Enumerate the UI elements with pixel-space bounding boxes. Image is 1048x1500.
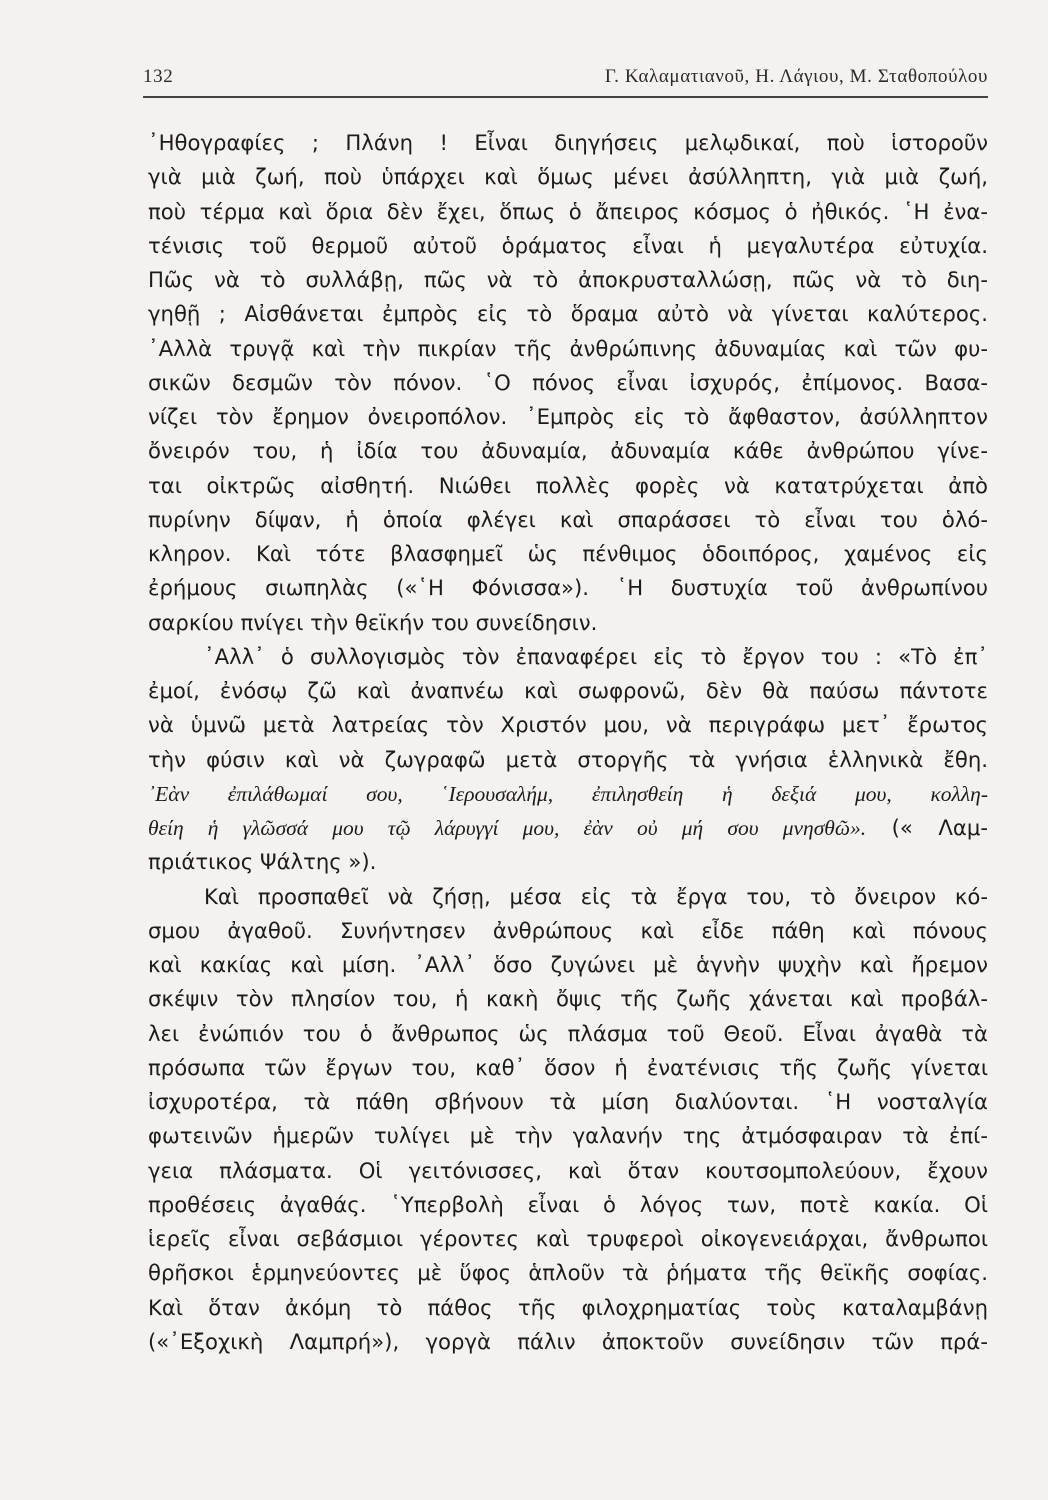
page-number: 132: [143, 66, 174, 87]
text-line: ται οἰκτρῶς αἰσθητή. Νιώθει πολλὲς φορὲς νὰ κατατρύχεται ἀπὸ: [148, 472, 988, 498]
text-line: κληρον. Καὶ τότε βλασφημεῖ ὡς πένθιμος ὁδοιπόρος, χαμένος εἰς: [148, 541, 988, 566]
text-line: πριάτικος Ψάλτης »).: [148, 849, 377, 875]
text-line: ὄνειρόν του, ἡ ἰδία του ἀδυναμία, ἀδυναμία κάθε ἀνθρώπου γίνε-: [148, 438, 988, 464]
text-line: γεια πλάσματα. Οἱ γειτόνισσες, καὶ ὅταν κουτσομπολεύουν, ἔχουν: [148, 1157, 988, 1183]
text-line: ποὺ τέρμα καὶ ὅρια δὲν ἔχει, ὅπως ὁ ἄπειρος κόσμος ὁ ἠθικός. ῾Η ἐνα-: [148, 198, 988, 224]
text-line: προθέσεις ἀγαθάς. ῾Υπερβολὴ εἶναι ὁ λόγος των, ποτὲ κακία. Οἱ: [148, 1191, 988, 1217]
text-line: («᾿Εξοχικὴ Λαμπρή»), γοργὰ πάλιν ἀποκτοῦν συνείδησιν τῶν πρά-: [148, 1328, 988, 1354]
text-line: θρῆσκοι ἑρμηνεύοντες μὲ ὕφος ἁπλοῦν τὰ ῥήματα τῆς θεϊκῆς σοφίας.: [148, 1260, 988, 1286]
text-line: ᾿Ηθογραφίες ; Πλάνη ! Εἶναι διηγήσεις μελῳδικαί, ποὺ ἱστοροῦν: [148, 130, 988, 155]
text-line: τένισις τοῦ θερμοῦ αὐτοῦ ὁράματος εἶναι ἡ μεγαλυτέρα εὐτυχία.: [148, 232, 988, 258]
text-fragment: (« Λαμ-: [866, 815, 988, 840]
text-line: σκέψιν τὸν πλησίον του, ἡ κακὴ ὄψις τῆς ζωῆς χάνεται καὶ προβάλ-: [148, 986, 988, 1012]
text-line: πυρίνην δίψαν, ἡ ὁποία φλέγει καὶ σπαράσσει τὸ εἶναι του ὁλό-: [148, 506, 988, 532]
text-line: Καὶ ὅταν ἀκόμη τὸ πάθος τῆς φιλοχρηματίας τοὺς καταλαμβάνῃ: [148, 1294, 988, 1320]
text-line: ἱερεῖς εἶναι σεβάσμιοι γέροντες καὶ τρυφεροὶ οἰκογενειάρχαι, ἄνθρωποι: [148, 1226, 988, 1251]
text-line: νὰ ὑμνῶ μετὰ λατρείας τὸν Χριστόν μου, νὰ περιγράφω μετ᾿ ἔρωτος: [148, 712, 988, 738]
mixed-line: [148, 811, 988, 845]
text-line: σικῶν δεσμῶν τὸν πόνον. ῾Ο πόνος εἶναι ἰσχυρός, ἐπίμονος. Βασα-: [148, 369, 988, 395]
text-line: σαρκίου πνίγει τὴν θεϊκήν του συνείδησιν.: [148, 609, 598, 635]
text-line: ᾿Αλλὰ τρυγᾷ καὶ τὴν πικρίαν τῆς ἀνθρώπινης ἀδυναμίας καὶ τῶν φυ-: [148, 335, 988, 361]
body-text: [148, 126, 988, 1359]
text-line: νίζει τὸν ἔρημον ὀνειροπόλον. ᾿Εμπρὸς εἰς τὸ ἄφθαστον, ἀσύλληπτον: [148, 404, 988, 429]
text-line: γηθῇ ; Αἰσθάνεται ἐμπρὸς εἰς τὸ ὅραμα αὐτὸ νὰ γίνεται καλύτερος.: [148, 301, 988, 327]
text-line: ἐμοί, ἐνόσῳ ζῶ καὶ ἀναπνέω καὶ σωφρονῶ, δὲν θὰ παύσω πάντοτε: [148, 678, 988, 703]
text-line: φωτεινῶν ἡμερῶν τυλίγει μὲ τὴν γαλανήν της ἀτμόσφαιραν τὰ ἐπί-: [148, 1123, 988, 1149]
italic-quote-fragment: θείη ἡ γλῶσσά μου τῷ λάρυγγί μου, ἐὰν οὐ μή σου μνησθῶ».: [148, 816, 867, 840]
text-line: Πῶς νὰ τὸ συλλάβῃ, πῶς νὰ τὸ ἀποκρυσταλλώσῃ, πῶς νὰ τὸ διη-: [148, 267, 988, 292]
header-rule: [143, 96, 988, 98]
page-header: [143, 66, 988, 88]
running-title: Γ. Καλαματιανοῦ, Η. Λάγιου, Μ. Σταθοπούλου: [604, 66, 988, 87]
text-line: λει ἐνώπιόν του ὁ ἄνθρωπος ὡς πλάσμα τοῦ Θεοῦ. Εἶναι ἀγαθὰ τὰ: [148, 1020, 988, 1046]
text-line: καὶ κακίας καὶ μίση. ᾿Αλλ᾿ ὅσο ζυγώνει μὲ ἁγνὴν ψυχὴν καὶ ἤρεμον: [148, 952, 988, 977]
text-line: ἐρήμους σιωπηλὰς («῾Η Φόνισσα»). ῾Η δυστυχία τοῦ ἀνθρωπίνου: [148, 575, 988, 601]
text-line: τὴν φύσιν καὶ νὰ ζωγραφῶ μετὰ στοργῆς τὰ γνήσια ἑλληνικὰ ἔθη.: [148, 746, 988, 772]
text-line: Καὶ προσπαθεῖ νὰ ζήσῃ, μέσα εἰς τὰ ἔργα του, τὸ ὄνειρον κό-: [204, 883, 988, 909]
text-line: πρόσωπα τῶν ἔργων του, καθ᾿ ὅσον ἡ ἐνατένισις τῆς ζωῆς γίνεται: [148, 1054, 988, 1080]
text-line: γιὰ μιὰ ζωή, ποὺ ὑπάρχει καὶ ὅμως μένει ἀσύλληπτη, γιὰ μιὰ ζωή,: [148, 164, 988, 190]
text-line: ἰσχυροτέρα, τὰ πάθη σβήνουν τὰ μίση διαλύονται. ῾Η νοσταλγία: [148, 1089, 988, 1114]
italic-quote-line: ᾿Εὰν ἐπιλάθωμαί σου, ῾Ιερουσαλήμ, ἐπιλησθείη ἡ δεξιά μου, κολλη-: [148, 781, 988, 806]
text-line: σμου ἀγαθοῦ. Συνήντησεν ἀνθρώπους καὶ εἶδε πάθη καὶ πόνους: [148, 917, 988, 943]
text-line: ᾿Αλλ᾿ ὁ συλλογισμὸς τὸν ἐπαναφέρει εἰς τὸ ἔργον του : «Τὸ ἐπ᾿: [204, 643, 988, 669]
